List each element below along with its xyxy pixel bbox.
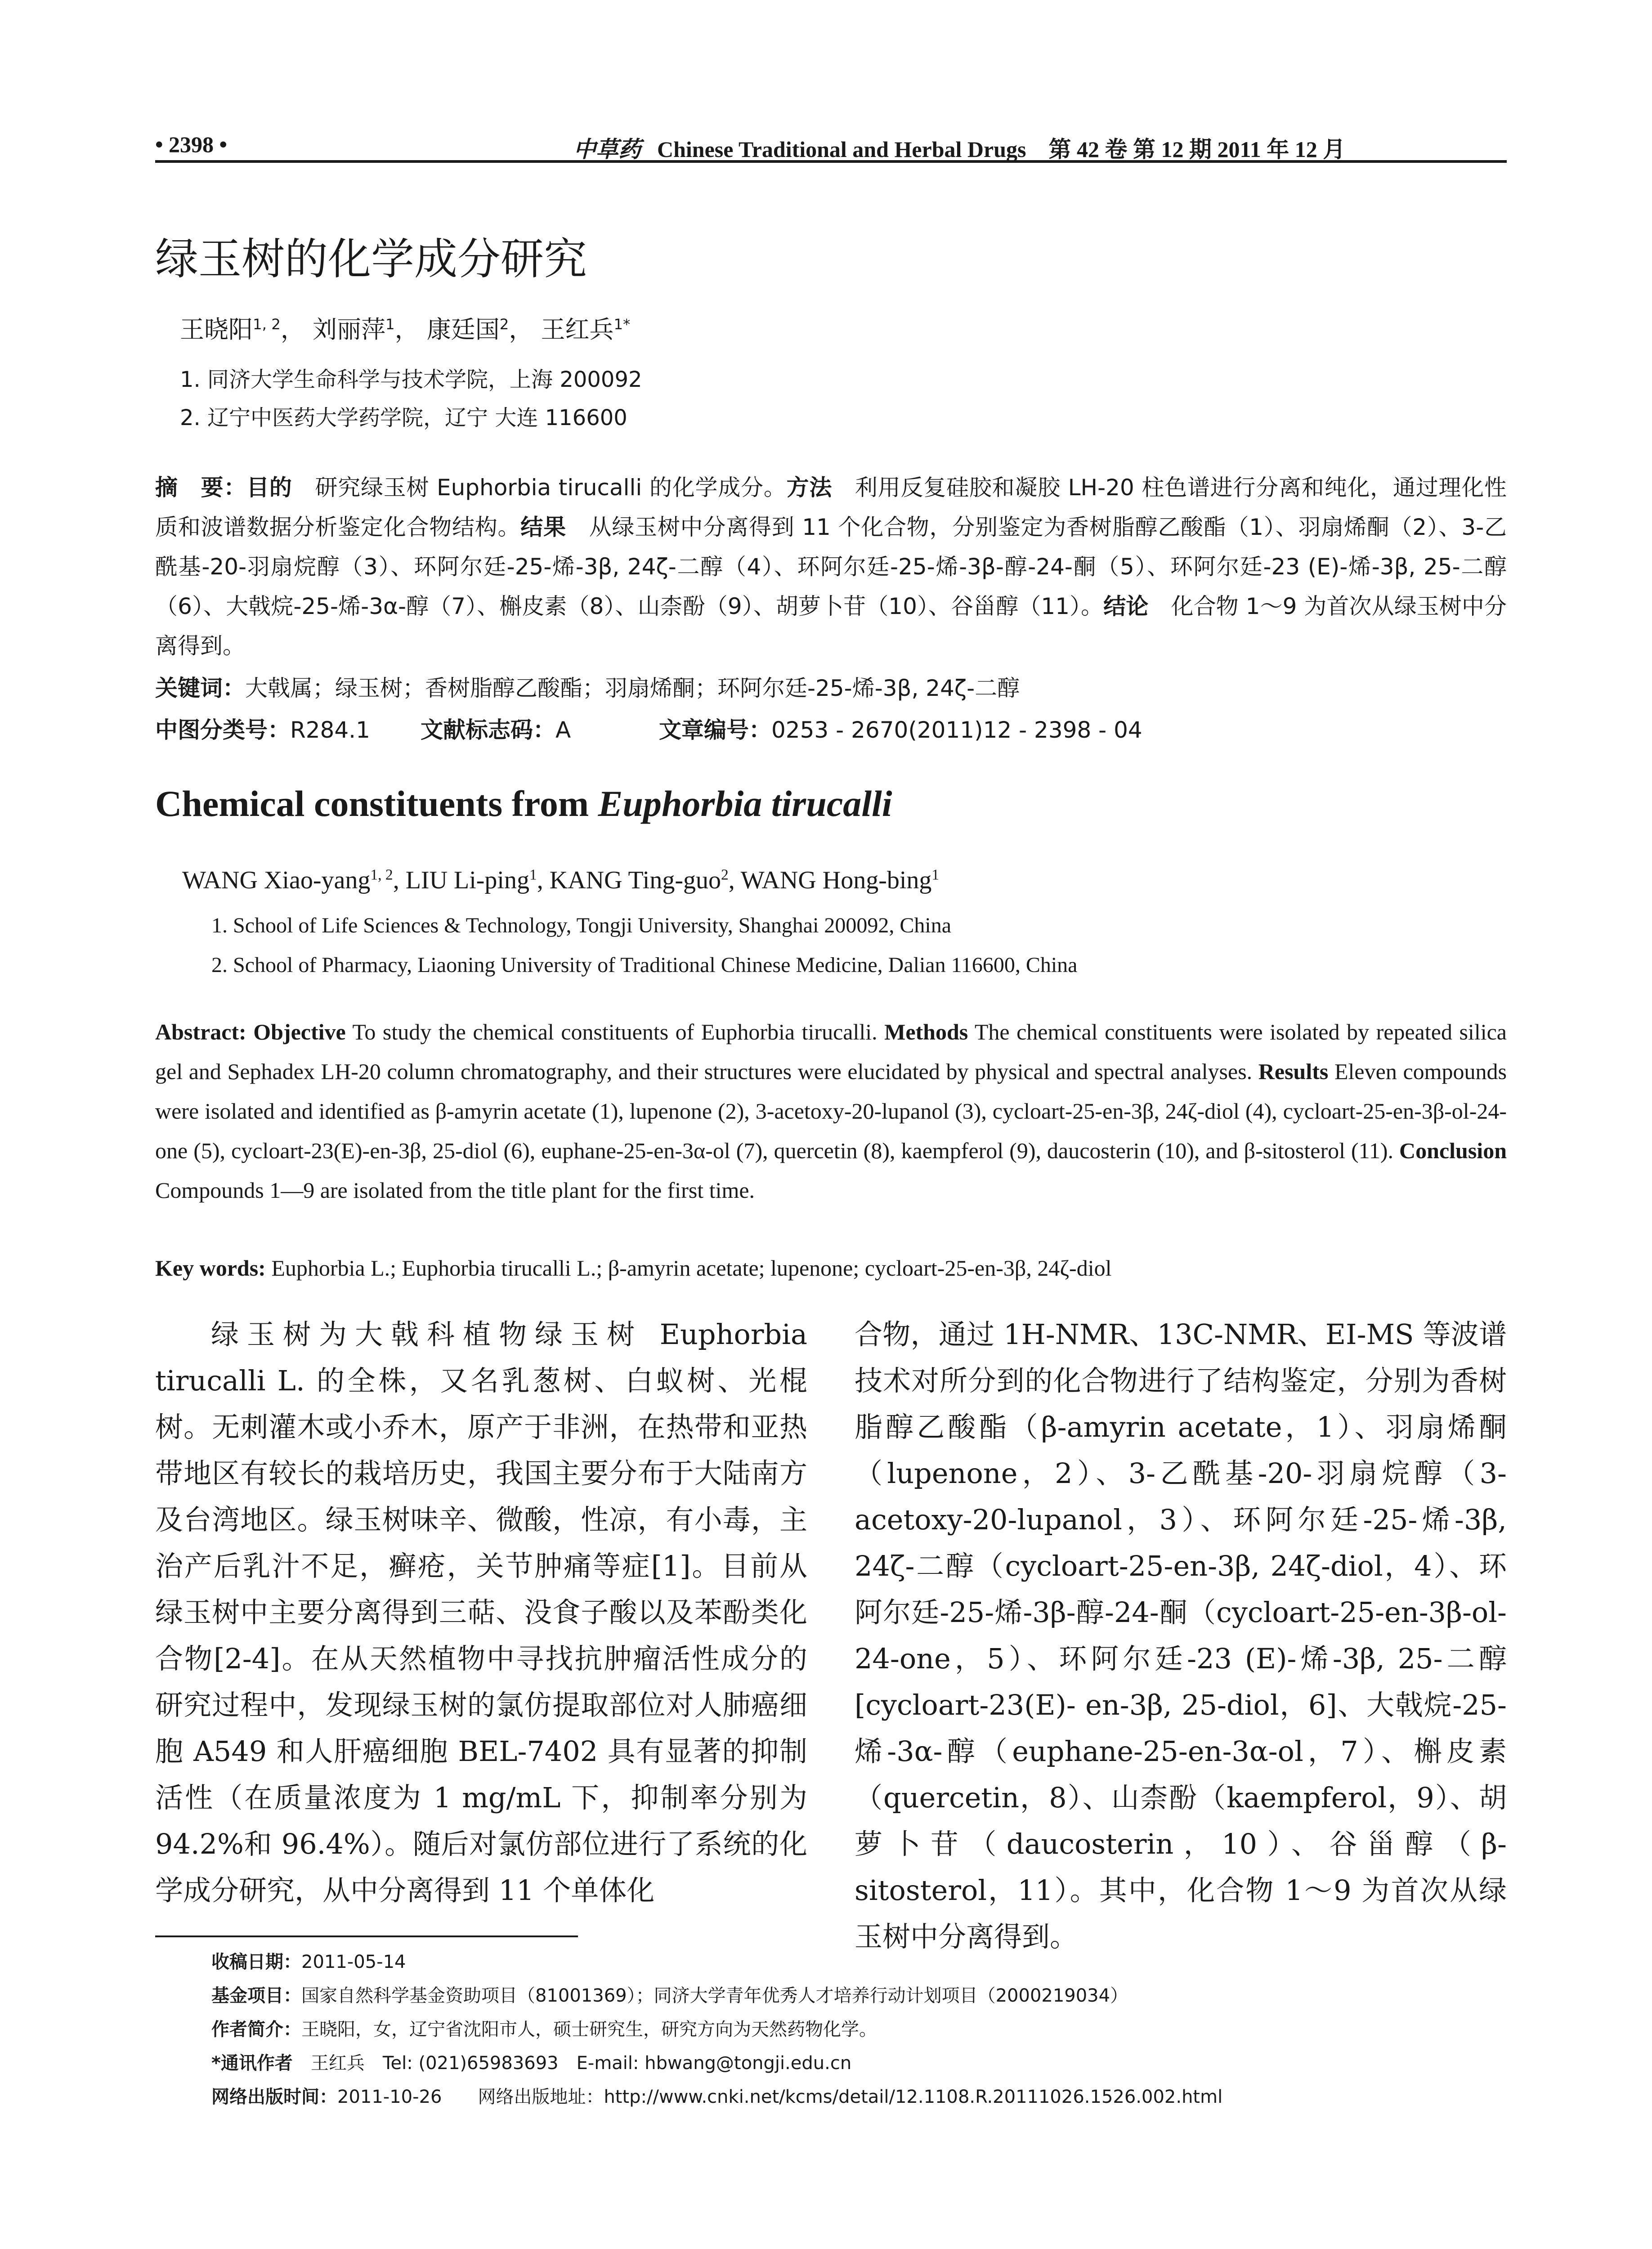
footnote-label: *通讯作者 bbox=[211, 2053, 293, 2074]
footnote-rule bbox=[155, 1935, 578, 1937]
cn-doc-seg bbox=[421, 712, 659, 744]
cn-methods: 利用反复硅胶和凝胶 LH-20 柱色谱进行分离和纯化，通过理化性质和波谱数据分析鉴定化合物结构。 bbox=[155, 475, 1507, 540]
footnote-text: 王晓阳，女，辽宁省沈阳市人，硕士研究生，研究方向为天然药物化学。 bbox=[301, 2019, 877, 2040]
cn-authors: 王晓阳$^{1, 2}$， 刘丽萍$^1$， 康廷国$^2$， 王红兵$^{1*}$ bbox=[180, 315, 631, 344]
footnote-text: 2011-05-14 bbox=[301, 1952, 406, 1972]
footnote-label: 基金项目： bbox=[211, 1985, 301, 2006]
en-results-label: Results bbox=[1258, 1059, 1329, 1084]
cn-classification bbox=[155, 712, 1507, 744]
journal-issue: 第 42 卷 第 12 期 2011 年 12 月 bbox=[1048, 137, 1346, 162]
footnote-label: 作者简介： bbox=[211, 2019, 301, 2040]
en-title-species: Euphorbia tirucalli bbox=[598, 783, 892, 824]
en-conclusion: Compounds 1—9 are isolated from the title plant for the first time. bbox=[155, 1178, 755, 1203]
en-author-sup: 1 bbox=[931, 866, 940, 883]
cn-results-label: 结果 bbox=[520, 514, 566, 540]
footnote-label: 收稿日期： bbox=[211, 1952, 301, 1972]
cn-abstract bbox=[155, 468, 1507, 666]
cn-article-seg bbox=[659, 712, 1142, 744]
cn-author-sup: 1* bbox=[613, 316, 631, 333]
cn-class-seg bbox=[155, 712, 421, 744]
cn-methods-label: 方法 bbox=[786, 475, 833, 501]
running-header bbox=[155, 131, 1507, 163]
en-methods: The chemical constituents were isolated by repeated silica gel and Sephadex LH-20 column chromatography, and their structures were elucidated by physical and spectral analyses. bbox=[155, 1019, 1507, 1084]
cn-article-label: 文章编号： bbox=[659, 717, 771, 743]
en-abstract-label: Abstract: Objective bbox=[155, 1019, 346, 1044]
cn-author: 王晓阳 bbox=[180, 315, 253, 344]
cn-author: 康廷国 bbox=[426, 315, 500, 344]
cn-article-value: 0253 - 2670(2011)12 - 2398 - 04 bbox=[771, 717, 1142, 743]
footnote-text: 2011-10-26 网络出版地址：http://www.cnki.net/kcms/detail/12.1108.R.20111026.1526.002.html bbox=[337, 2087, 1223, 2107]
footnote-received bbox=[211, 1948, 406, 1973]
journal-name-cn: 中草药 bbox=[573, 137, 641, 162]
cn-class-label: 中图分类号： bbox=[155, 717, 290, 743]
en-objective: To study the chemical constituents of Euphorbia tirucalli. bbox=[345, 1019, 885, 1044]
en-author: LIU Li-ping bbox=[405, 866, 529, 894]
en-affiliation: 2. School of Pharmacy, Liaoning University of Traditional Chinese Medicine, Dalian 116600, China bbox=[211, 953, 1078, 977]
page-number: • 2398 • bbox=[155, 132, 228, 157]
cn-affiliation: 1. 同济大学生命科学与技术学院，上海 200092 bbox=[180, 367, 642, 392]
en-results: Eleven compounds were isolated and identified as β-amyrin acetate (1), lupenone (2), 3-acetoxy-20-lupanol (3), cycloart-25-en-3β, 24ζ-diol (4), cycloart-25-en-3β-ol-24-one (5), cycloart-23(E)-en-3β, 25-diol (6), euphane-25-en-3α-ol (7), quercetin (8), kaempferol (9), daucosterin (10), and β-sitosterol (11). bbox=[155, 1059, 1507, 1163]
cn-author: 王红兵 bbox=[541, 315, 614, 344]
cn-results: 从绿玉树中分离得到 11 个化合物，分别鉴定为香树脂醇乙酸酯（1）、羽扇烯酮（2）、3-乙酰基-20-羽扇烷醇（3）、环阿尔廷-25-烯-3β, 24ζ-二醇（4）、环阿尔廷-25-烯-3β-醇-24-酮（5）、环阿尔廷-23 (E)-烯-3β, 25-二醇（6）、大戟烷-25-烯-3α-醇（7）、槲皮素（8）、山柰酚（9）、胡萝卜苷（10）、谷甾醇（11）。 bbox=[155, 514, 1507, 619]
en-author: WANG Hong-bing bbox=[740, 866, 932, 894]
cn-author-sup: 1 bbox=[385, 316, 395, 333]
cn-class-value: R284.1 bbox=[290, 717, 370, 743]
footnote-label: 网络出版时间： bbox=[211, 2087, 337, 2107]
en-keywords-label: Key words: bbox=[155, 1255, 266, 1281]
cn-abstract-label: 摘 要： bbox=[155, 475, 247, 501]
en-keywords bbox=[155, 1255, 1507, 1281]
en-title bbox=[155, 783, 892, 825]
footnote-text: 国家自然科学基金资助项目（81001369）；同济大学青年优秀人才培养行动计划项目（2000219034） bbox=[301, 1985, 1128, 2006]
journal-name-en: Chinese Traditional and Herbal Drugs bbox=[657, 137, 1026, 162]
cn-author-sup: 2 bbox=[499, 316, 509, 333]
en-affiliation: 1. School of Life Sciences & Technology, Tongji University, Shanghai 200092, China bbox=[211, 914, 952, 937]
en-abstract bbox=[155, 1012, 1507, 1210]
footnote-funding bbox=[211, 1981, 1128, 2007]
en-author: KANG Ting-guo bbox=[549, 866, 721, 894]
cn-keywords-text: 大戟属；绿玉树；香树脂醇乙酸酯；羽扇烯酮；环阿尔廷-25-烯-3β, 24ζ-二醇 bbox=[245, 675, 1020, 701]
en-author-sup: 1, 2 bbox=[370, 866, 393, 883]
cn-conclusion-label: 结论 bbox=[1103, 593, 1149, 619]
cn-author: 刘丽萍 bbox=[312, 315, 385, 344]
cn-objective-label: 目的 bbox=[246, 475, 292, 501]
en-authors: WANG Xiao-yang$^{1, 2}$, LIU Li-ping$^1$, KANG Ting-guo$^2$, WANG Hong-bing$^1$ bbox=[182, 866, 940, 894]
cn-title: 绿玉树的化学成分研究 bbox=[155, 234, 587, 284]
en-author: WANG Xiao-yang bbox=[182, 866, 371, 894]
footnote-text: 王红兵 Tel: (021)65983693 E-mail: hbwang@tongji.edu.cn bbox=[292, 2053, 852, 2074]
cn-objective: 研究绿玉树 Euphorbia tirucalli 的化学成分。 bbox=[292, 475, 787, 501]
en-title-prefix: Chemical constituents from bbox=[155, 783, 598, 824]
cn-affiliation: 2. 辽宁中医药大学药学院，辽宁 大连 116600 bbox=[180, 405, 627, 430]
cn-author-sup: 1, 2 bbox=[253, 316, 281, 333]
en-conclusion-label: Conclusion bbox=[1399, 1138, 1507, 1163]
en-author-sup: 2 bbox=[721, 866, 729, 883]
cn-keywords-label: 关键词： bbox=[155, 675, 245, 701]
footnote-author-bio bbox=[211, 2015, 877, 2041]
body-column-right: 合物，通过 1H-NMR、13C-NMR、EI-MS 等波谱技术对所分到的化合物进行了结构鉴定，分别为香树脂醇乙酸酯（β-amyrin acetate，1）、羽扇烯酮（lupenone，2）、3-乙酰基-20-羽扇烷醇（3-acetoxy-20-lupanol，3）、环阿尔廷-25-烯-3β, 24ζ-二醇（cycloart-25-en-3β, 24ζ-diol，4）、环阿尔廷-25-烯-3β-醇-24-酮（cycloart-25-en-3β-ol-24-one，5）、环阿尔廷-23 (E)-烯-3β, 25-二醇 [cycloart-23(E)- en-3β, 25-diol，6]、大戟烷-25-烯-3α-醇（euphane-25-en-3α-ol，7）、槲皮素（quercetin，8）、山柰酚（kaempferol，9）、胡萝卜苷（daucosterin，10）、谷甾醇（β-sitosterol，11）。其中，化合物 1～9 为首次从绿玉树中分离得到。 bbox=[855, 1318, 1507, 1953]
en-methods-label: Methods bbox=[884, 1019, 968, 1044]
cn-doc-label: 文献标志码： bbox=[421, 717, 555, 743]
en-author-sup: 1 bbox=[529, 866, 537, 883]
footnote-online bbox=[211, 2083, 1222, 2108]
footnote-corresponding bbox=[211, 2049, 851, 2074]
journal-line bbox=[573, 131, 1345, 164]
body-column-left: 绿玉树为大戟科植物绿玉树 Euphorbia tirucalli L. 的全株，又名乳葱树、白蚁树、光棍树。无刺灌木或小乔木，原产于非洲，在热带和亚热带地区有较长的栽培历史，我国主要分布于大陆南方及台湾地区。绿玉树味辛、微酸，性凉，有小毒，主治产后乳汁不足，癣疮，关节肿痛等症[1]。目前从绿玉树中主要分离得到三萜、没食子酸以及苯酚类化合物[2-4]。在从天然植物中寻找抗肿瘤活性成分的研究过程中，发现绿玉树的氯仿提取部位对人肺癌细胞 A549 和人肝癌细胞 BEL-7402 具有显著的抑制活性（在质量浓度为 1 mg/mL 下，抑制率分别为 94.2%和 96.4%）。随后对氯仿部位进行了系统的化学成分研究，从中分离得到 11 个单体化 bbox=[155, 1318, 807, 1907]
en-keywords-text: Euphorbia L.; Euphorbia tirucalli L.; β-amyrin acetate; lupenone; cycloart-25-en-3β, 24ζ-diol bbox=[265, 1255, 1112, 1281]
cn-keywords bbox=[155, 670, 1507, 703]
cn-doc-value: A bbox=[555, 717, 571, 743]
cn-conclusion: 化合物 1～9 为首次从绿玉树中分离得到。 bbox=[155, 593, 1507, 659]
